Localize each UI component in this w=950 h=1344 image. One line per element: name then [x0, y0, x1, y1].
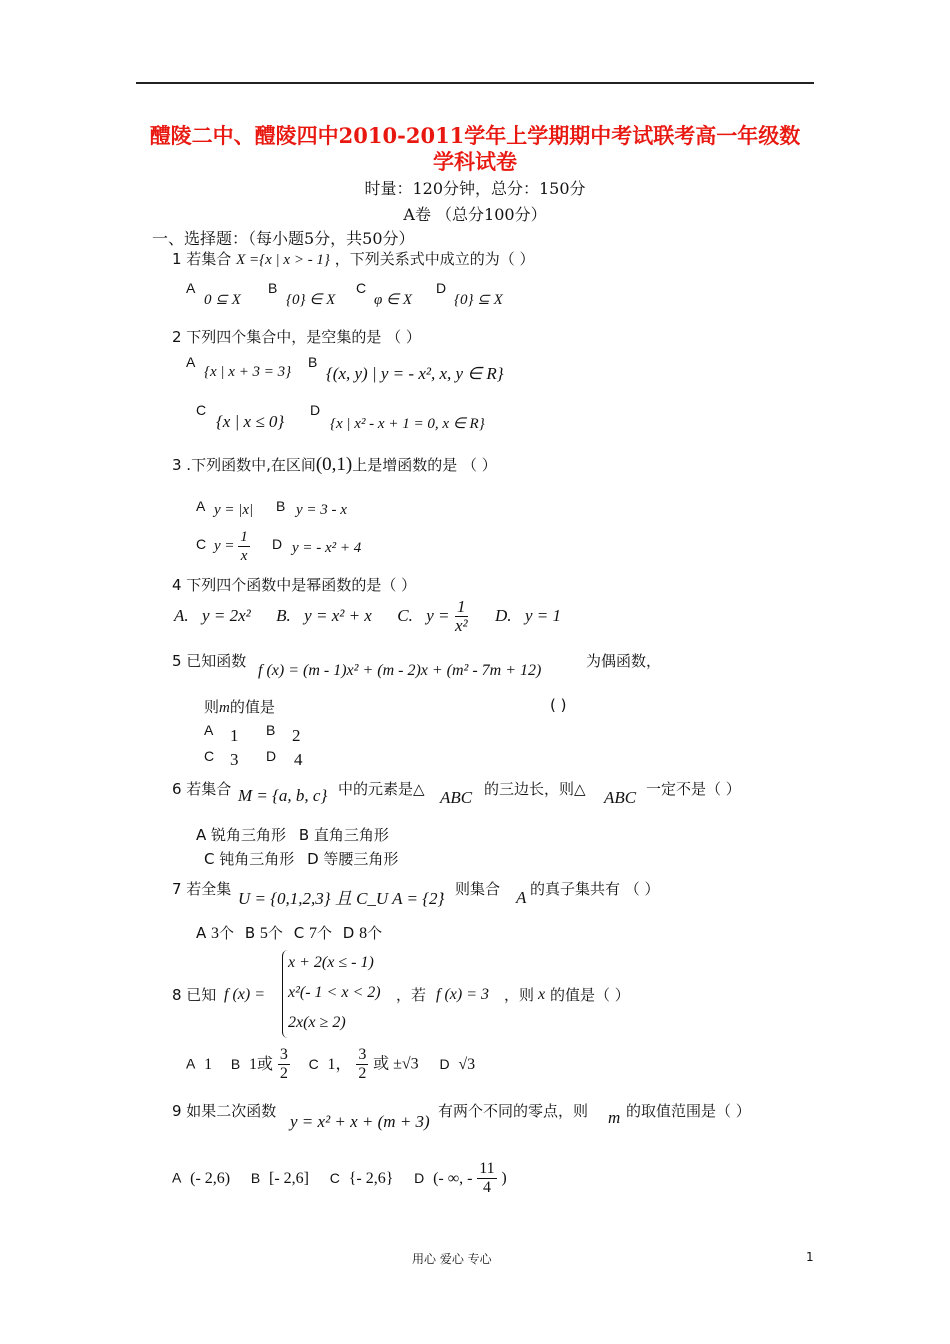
q1-text-b: ，下列关系式中成立的为（ ） [334, 250, 535, 268]
q2-opt-a-expr: {x | x + 3 = 3} [204, 364, 292, 380]
header-rule [136, 82, 814, 84]
q3-interval: (0,1) [315, 454, 353, 475]
q8-text-a: 8 已知 [172, 986, 217, 1004]
q5-paren: ( ) [550, 696, 567, 714]
q8-text-b: ，若 [396, 986, 427, 1004]
q1-opt-b: B [268, 280, 278, 296]
q5-opt-d-val: 4 [294, 750, 303, 769]
q8-var: x [538, 986, 546, 1003]
q3-opt-c-expr: y = $\frac{1}{x}$ [214, 529, 248, 564]
q8-cond: f (x) = 3 [436, 986, 489, 1003]
section-heading: 一、选择题：（每小题5分，共50分） [152, 229, 415, 248]
q1-opt-d-expr: {0} ⊆ X [454, 292, 503, 308]
q2-opt-c-expr: {x | x ≤ 0} [216, 412, 285, 431]
q8-options: A 1 B 1或 $\frac{3}{2}$ C 1， $\frac{3}{2}$ 或 ±√3 D √3 [186, 1046, 476, 1082]
q2-opt-b-expr: {(x, y) | y = - x², x, y ∈ R} [326, 364, 504, 383]
footer-motto: 用心 爱心 专心 [412, 1252, 492, 1266]
q8-case-1: x + 2(x ≤ - 1) [288, 954, 374, 971]
q9-text-b: 有两个不同的零点，则 [438, 1102, 589, 1120]
q5-expr: f (x) = (m - 1)x² + (m - 2)x + (m² - 7m + 12) [258, 662, 542, 679]
question-1 [172, 248, 535, 269]
q9-expr: y = x² + x + (m + 3) [290, 1112, 430, 1131]
q6-expr: M = {a, b, c} [238, 786, 328, 805]
q6-text-d: 一定不是（ ） [646, 780, 741, 798]
q3-opt-a-expr: y = |x| [214, 502, 254, 518]
q9-var: m [608, 1108, 621, 1127]
q5-opt-b: B [266, 722, 276, 738]
q8-case-2: x²(- 1 < x < 2) [288, 984, 381, 1001]
q5-opt-c-val: 3 [230, 750, 239, 769]
q9-text-c: 的取值范围是（ ） [626, 1102, 751, 1120]
q2-opt-c: C [196, 402, 207, 418]
q7-text-b: ，则集合 [440, 880, 501, 898]
q6-options-row1: A 锐角三角形 B 直角三角形 [196, 826, 389, 844]
q1-opt-b-expr: {0} ∈ X [286, 292, 336, 308]
q2-opt-b: B [308, 354, 318, 370]
q6-abc-2: ABC [604, 788, 637, 807]
q3-opt-d-expr: y = - x² + 4 [292, 540, 362, 556]
q6-abc-1: ABC [440, 788, 473, 807]
q8-fx: f (x) = [224, 986, 265, 1003]
q6-text-b: 中的元素是△ [338, 780, 425, 798]
q9-text-a: 9 如果二次函数 [172, 1102, 277, 1120]
q4-options: A. y = 2x² B. y = x² + x C. y = $\frac{1}{\text{x²}}$ D. y = 1 [174, 597, 561, 635]
q6-text-a: 6 若集合 [172, 780, 232, 798]
q3-opt-d: D [272, 536, 283, 552]
q5-text-a: 5 已知函数 [172, 652, 247, 670]
q3-opt-a: A [196, 498, 206, 514]
q5-line2: 则m的值是 [204, 698, 275, 716]
page-number: 1 [806, 1250, 814, 1264]
q6-text-c: 的三边长，则△ [484, 780, 586, 798]
q1-opt-a-expr: 0 ⊆ X [204, 292, 241, 308]
q1-expr: X ={x | x > - 1} [236, 252, 330, 268]
q6-options-row2: C 钝角三角形 D 等腰三角形 [204, 850, 399, 868]
q5-opt-d: D [266, 748, 277, 764]
time-info: 时量：120分钟，总分：150分 [364, 179, 586, 198]
q2-opt-d: D [310, 402, 321, 418]
q1-text-a: 1 若集合 [172, 250, 232, 268]
q2-opt-a: A [186, 354, 196, 370]
q7-text-c: 的真子集共有 （ ） [530, 880, 660, 898]
q9-options: A (- 2,6) B [- 2,6] C {- 2,6} D (- ∞, - $\frac{11}{4}$ ) [172, 1160, 507, 1196]
q7-expr: U = {0,1,2,3} 且 C_U A = {2} [238, 889, 445, 908]
q5-opt-a-val: 1 [230, 726, 239, 745]
q3-opt-b: B [276, 498, 286, 514]
q1-opt-d: D [436, 280, 447, 296]
exam-title-line1: 醴陵二中、醴陵四中2010-2011学年上学期期中考试联考高一年级数 [149, 123, 801, 148]
q8-text-c: ，则 [504, 986, 535, 1004]
q5-opt-c: C [204, 748, 215, 764]
question-2: 2 下列四个集合中，是空集的是 （ ） [172, 328, 421, 346]
q1-opt-a: A [186, 280, 196, 296]
q5-opt-b-val: 2 [292, 726, 301, 745]
q5-opt-a: A [204, 722, 214, 738]
q8-case-3: 2x(x ≥ 2) [288, 1014, 346, 1031]
q7-options: A 3个 B 5个 C 7个 D 8个 [196, 924, 383, 942]
q2-opt-d-expr: {x | x² - x + 1 = 0, x ∈ R} [330, 416, 485, 432]
q7-var: A [516, 888, 527, 907]
part-a-label: A卷 （总分100分） [403, 205, 547, 224]
q5-text-b: 为偶函数， [586, 652, 662, 670]
q7-text-a: 7 若全集 [172, 880, 232, 898]
q3-opt-c: C [196, 536, 207, 552]
exam-title-line2: 学科试卷 [433, 149, 517, 174]
q1-opt-c: C [356, 280, 367, 296]
q3-opt-b-expr: y = 3 - x [296, 502, 347, 518]
question-3: 3 .下列函数中,在区间(0,1)上是增函数的是 （ ） [172, 454, 497, 475]
q1-opt-c-expr: φ ∈ X [374, 292, 413, 308]
question-4: 4 下列四个函数中是幂函数的是（ ） [172, 576, 417, 594]
q8-text-d: 的值是（ ） [550, 986, 630, 1004]
